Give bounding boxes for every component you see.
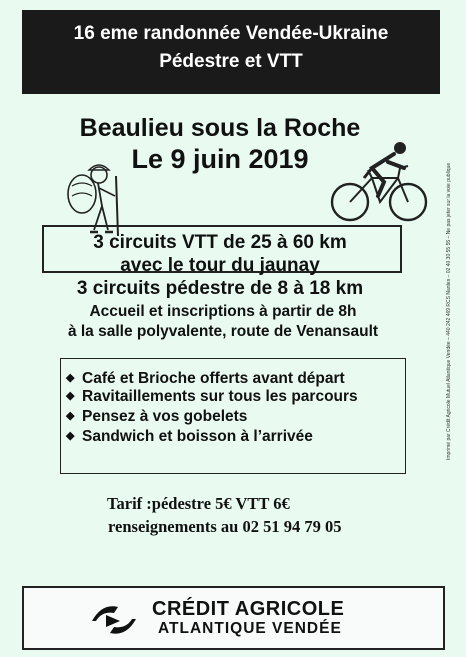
feature-item: ◆ Sandwich et boisson à l’arrivée [66,428,313,445]
legal-side-text: Imprimé par Crédit Agricole Mutuel Atlantique Vendée – 440 242 469 RCS Nantes – 02 40 30 55 55 – Ne pas jeter sur la voie publique [446,162,452,460]
header-banner [22,10,440,94]
header-line-2: Pédestre et VTT [159,51,303,72]
feature-item: ◆ Pensez à vos gobelets [66,408,248,425]
circuit-vtt: 3 circuits VTT de 25 à 60 km [93,232,347,253]
event-date: Le 9 juin 2019 [131,144,309,174]
feature-item: ◆ Ravitaillements sur tous les parcours [66,388,358,405]
accueil-line-1: Accueil et inscriptions à partir de 8h [89,303,357,320]
renseignements-phone: renseignements au 02 51 94 79 05 [108,517,342,536]
sponsor-region: ATLANTIQUE VENDÉE [158,620,342,637]
accueil-line-2: à la salle polyvalente, route de Venansault [67,323,379,340]
bullet-icon: ◆ [66,430,75,442]
bullet-icon: ◆ [66,390,75,402]
bullet-icon: ◆ [66,372,75,384]
event-location: Beaulieu sous la Roche [79,114,361,142]
circuit-jaunay: avec le tour du jaunay [120,255,320,276]
bullet-icon: ◆ [66,410,75,422]
credit-agricole-logo [88,601,140,639]
sponsor-name: CRÉDIT AGRICOLE [152,598,345,620]
tarif: Tarif :pédestre 5€ VTT 6€ [107,494,290,513]
circuit-pedestre: 3 circuits pédestre de 8 à 18 km [76,278,364,299]
header-line-1: 16 eme randonnée Vendée-Ukraine [73,23,389,44]
cyclist-illustration [328,138,428,224]
feature-item: ◆ Café et Brioche offerts avant départ [66,370,345,387]
